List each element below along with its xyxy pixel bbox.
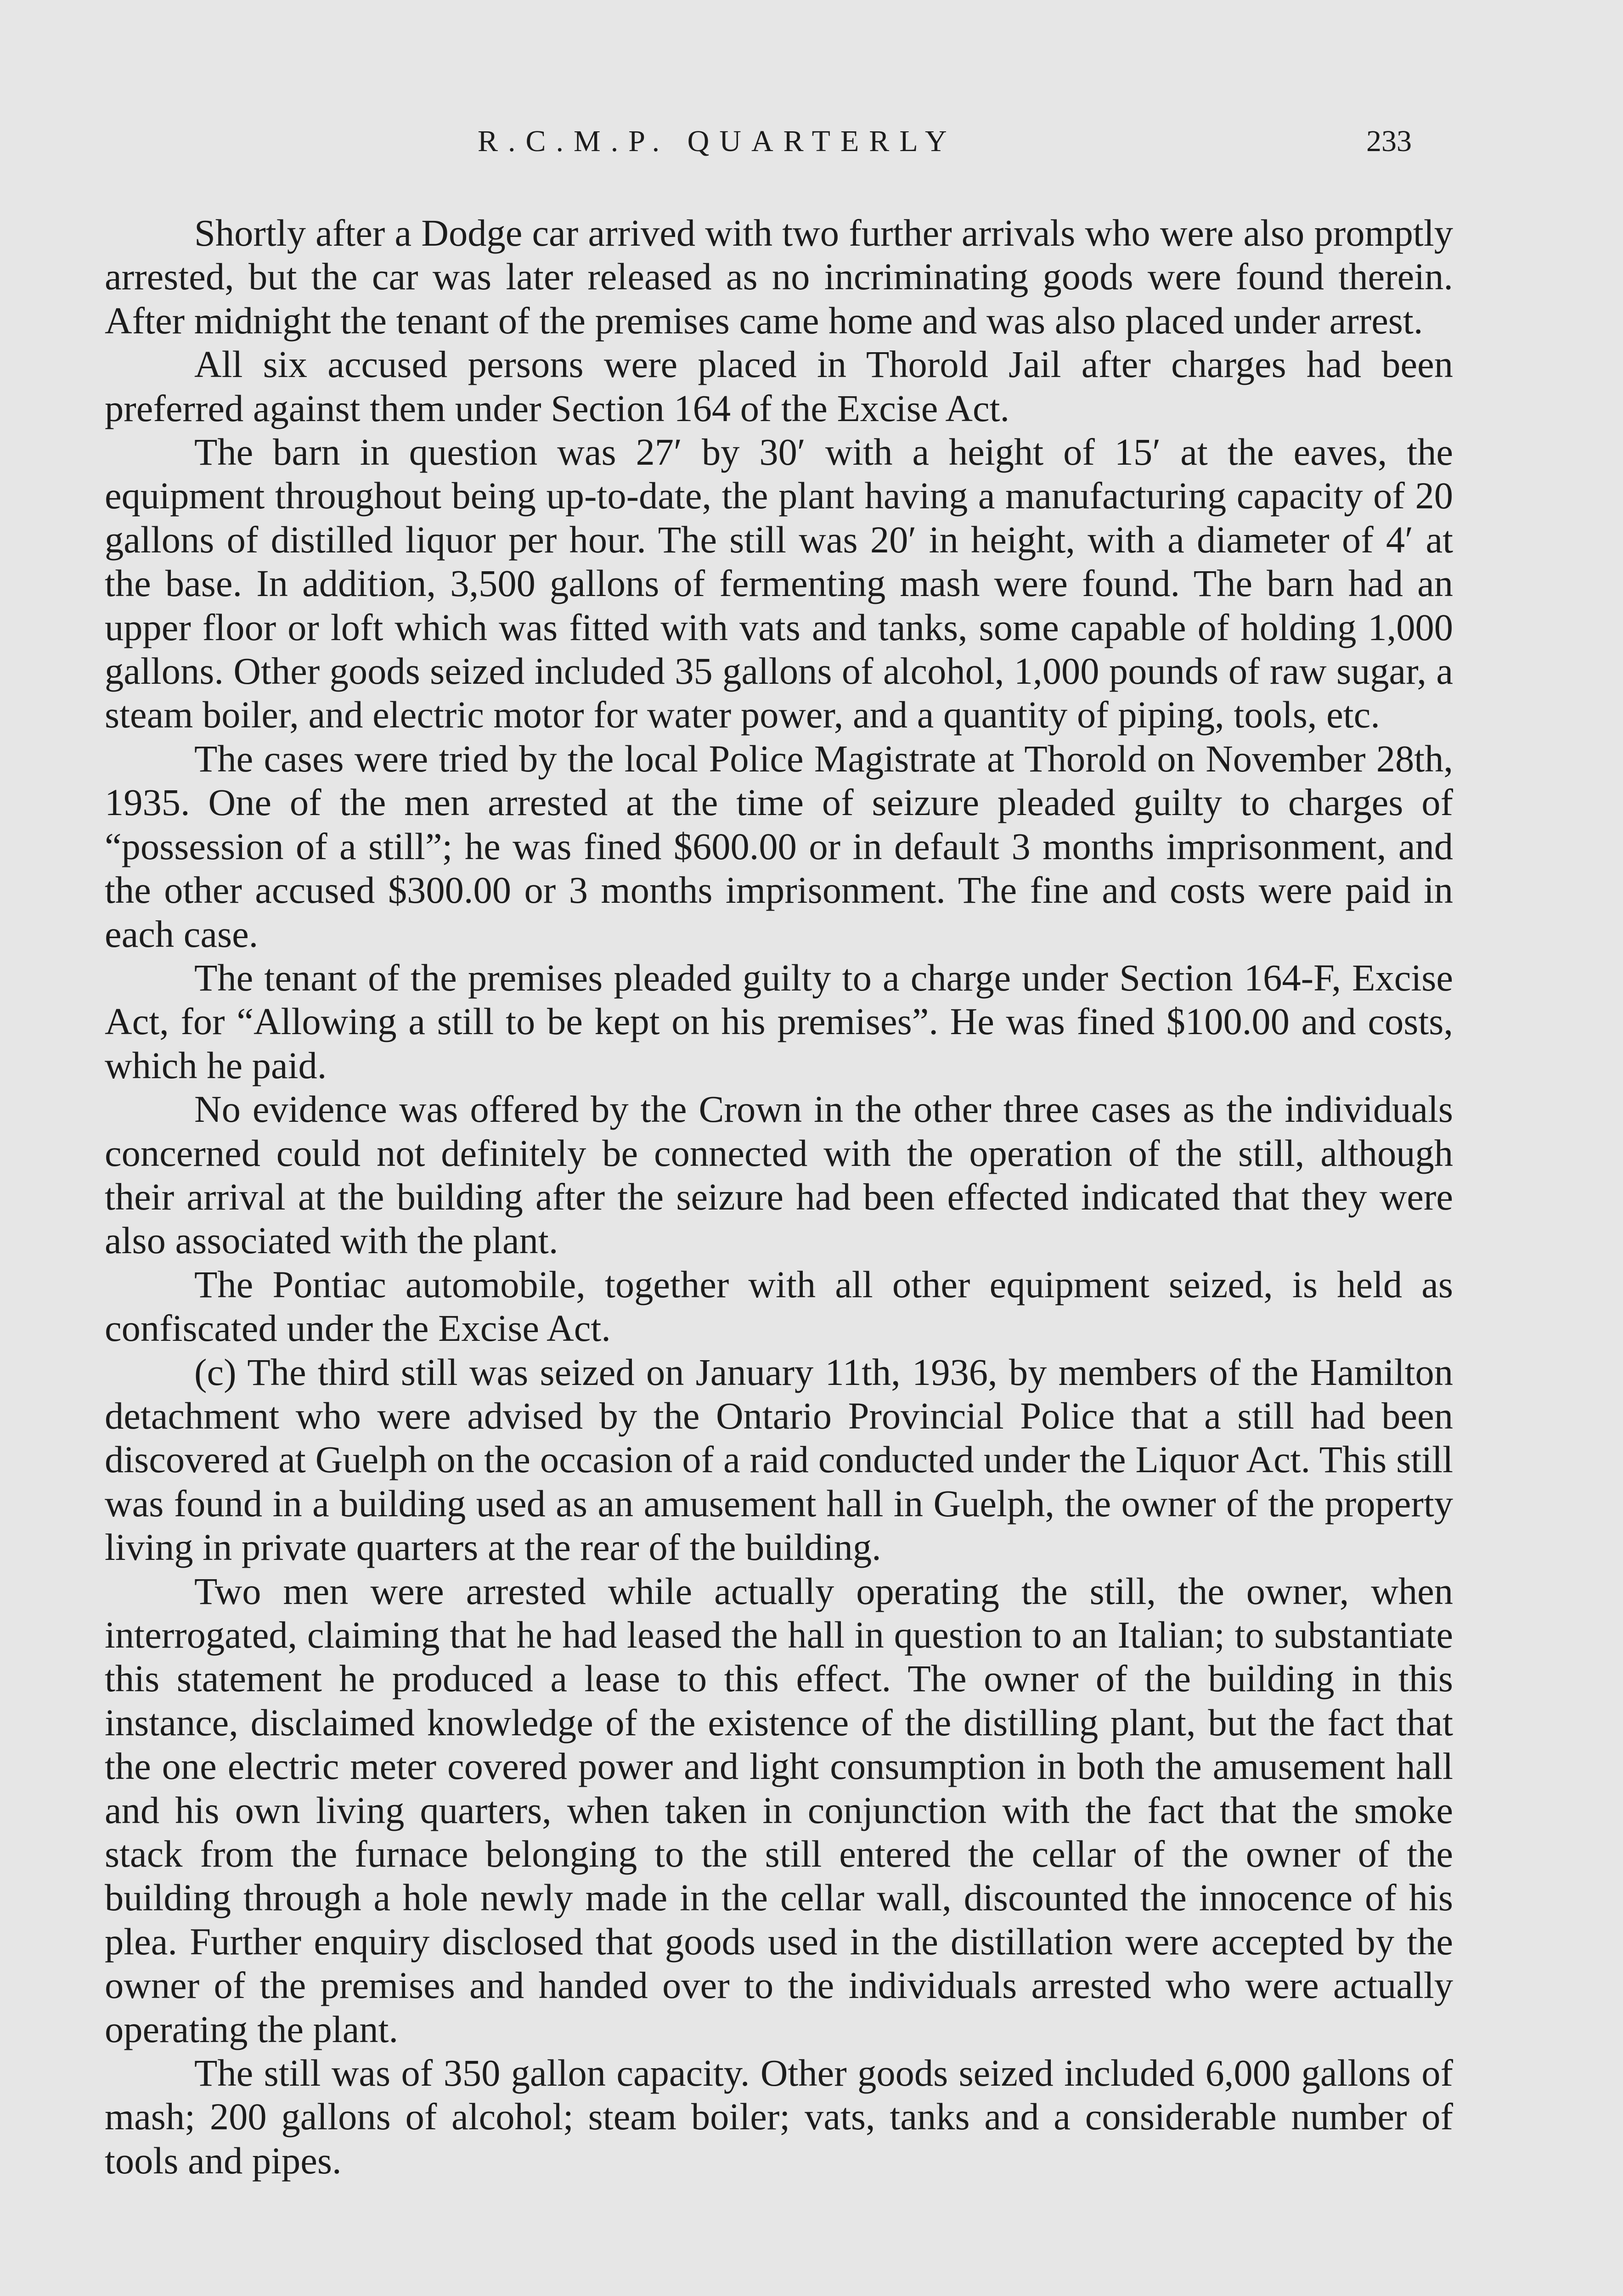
- running-title: R.C.M.P. QUARTERLY: [478, 124, 957, 158]
- paragraph: The still was of 350 gallon capacity. Other goods seized included 6,000 gallons of mash; 200 gallons of alcohol; steam boiler; vats, tanks and a considerable number of tools and pipes.: [105, 2052, 1453, 2182]
- page-number: 233: [1366, 124, 1412, 158]
- paragraph: (c) The third still was seized on January 11th, 1936, by members of the Hamilton detachment who were advised by the Ontario Provincial Police that a still had been discovered at Guelph on the occasion of a raid conducted under the Liquor Act. This still was found in a building used as an amusement hall in Guelph, the owner of the property living in private quarters at the rear of the building.: [105, 1351, 1453, 1569]
- paragraph: The cases were tried by the local Police Magistrate at Thorold on November 28th, 1935. One of the men arrested at the time of seizure pleaded guilty to charges of “possession of a still”; he was fined $600.00 or in default 3 months imprisonment, and the other accused $300.00 or 3 months imprisonment. The fine and costs were paid in each case.: [105, 737, 1453, 955]
- paragraph: Two men were arrested while actually operating the still, the owner, when interrogated, claiming that he had leased the hall in question to an Italian; to substantiate this statement he produced a lease to this effect. The owner of the building in this instance, disclaimed knowledge of the existence of the distilling plant, but the fact that the one electric meter covered power and light consumption in both the amusement hall and his own living quarters, when taken in conjunction with the fact that the smoke stack from the furnace belonging to the still entered the cellar of the owner of the building through a hole newly made in the cellar wall, discounted the innocence of his plea. Further enquiry disclosed that goods used in the distillation were accepted by the owner of the premises and handed over to the individuals arrested who were actually operating the plant.: [105, 1570, 1453, 2050]
- paragraph: The barn in question was 27′ by 30′ with a height of 15′ at the eaves, the equipment throughout being up-to-date, the plant having a manufacturing capacity of 20 gallons of distilled liquor per hour. The still was 20′ in height, with a diameter of 4′ at the base. In addition, 3,500 gallons of fermenting mash were found. The barn had an upper floor or loft which was fitted with vats and tanks, some capable of holding 1,000 gallons. Other goods seized included 35 gallons of alcohol, 1,000 pounds of raw sugar, a steam boiler, and electric motor for water power, and a quantity of piping, tools, etc.: [105, 431, 1453, 736]
- article-body: [105, 211, 1453, 2183]
- paragraph: All six accused persons were placed in Thorold Jail after charges had been preferred against them under Section 164 of the Excise Act.: [105, 343, 1453, 429]
- paragraph: Shortly after a Dodge car arrived with two further arrivals who were also promptly arrested, but the car was later released as no incriminating goods were found therein. After midnight the tenant of the premises came home and was also placed under arrest.: [105, 212, 1453, 342]
- paragraph: The Pontiac automobile, together with all other equipment seized, is held as confiscated under the Excise Act.: [105, 1263, 1453, 1350]
- page-header: [0, 124, 1623, 170]
- paragraph: The tenant of the premises pleaded guilty to a charge under Section 164-F, Excise Act, for “Allowing a still to be kept on his premises”. He was fined $100.00 and costs, which he paid.: [105, 956, 1453, 1086]
- paragraph: No evidence was offered by the Crown in the other three cases as the individuals concerned could not definitely be connected with the operation of the still, although their arrival at the building after the seizure had been effected indicated that they were also associated with the plant.: [105, 1088, 1453, 1262]
